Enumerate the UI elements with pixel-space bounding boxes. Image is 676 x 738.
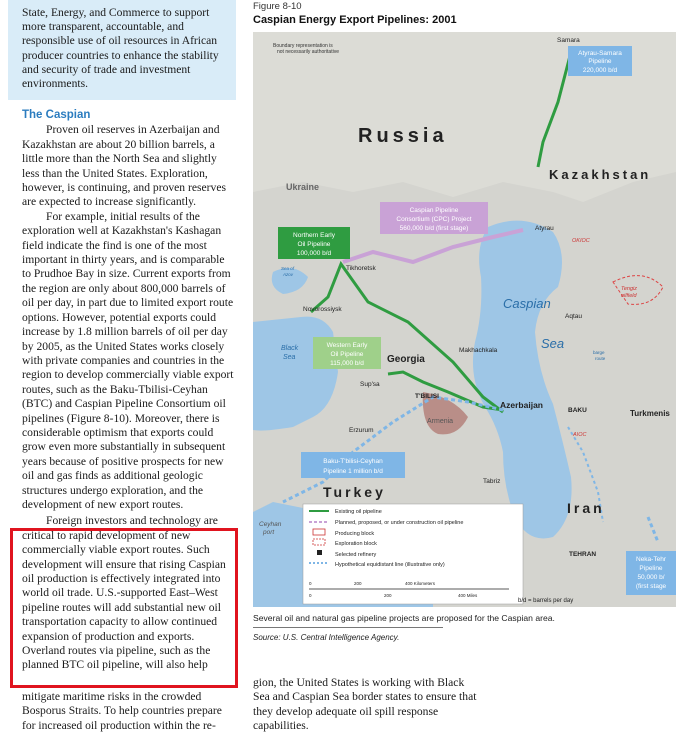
cpc-1: Caspian Pipeline <box>409 207 459 214</box>
paragraph-1: Proven oil reserves in Azerbaijan and Kazakhstan are about 20 billion barrels, a little more than the North Sea and slightly less than the United States. Exploration, however, is continuing, and proven reserves are expected to increase significantly. <box>22 123 226 209</box>
neka-tehran-4: (first stage <box>635 583 667 590</box>
field-tengiz-2: oilfield <box>621 293 637 299</box>
cpc-2: Consortium (CPC) Project <box>396 216 472 223</box>
city-ceyhan-2: port <box>263 529 275 536</box>
scale-mi-200: 200 <box>384 593 392 598</box>
country-azerbaijan: Azerbaijan <box>500 400 543 410</box>
scale-mi-400: 400 Miles <box>458 593 478 598</box>
btc-2: Pipeline 1 million b/d <box>323 468 383 475</box>
barge-route-1: barge <box>593 350 605 355</box>
neka-tehran-1: Neka-Tehr <box>636 556 666 563</box>
field-aioc: AIOC <box>573 432 587 438</box>
section-heading: The Caspian <box>22 109 91 121</box>
btc-1: Baku-T'bilisi-Ceyhan <box>323 458 383 465</box>
scale-km-0: 0 <box>309 581 312 586</box>
city-makhachkala: Makhachkala <box>459 347 498 354</box>
city-baku: BAKU <box>568 407 587 414</box>
map-legend <box>303 504 523 604</box>
northern-early-3: 100,000 b/d <box>296 250 332 257</box>
western-early-1: Western Early <box>326 342 368 349</box>
legend-1: Planned, proposed, or under construction oil pipeline <box>335 520 464 526</box>
sea-black-1: Black <box>281 345 299 352</box>
intro-box-text: State, Energy, and Commerce to support more transparent, accountable, and responsible use of oil resources in African producer countries to enhance the stability and security of trade and investment environments. <box>22 6 219 91</box>
figure-label: Figure 8-10 <box>253 1 302 12</box>
city-samara: Samara <box>557 37 580 44</box>
sea-caspian-2: Sea <box>541 336 565 351</box>
northern-early-1: Northern Early <box>293 232 335 239</box>
city-supsa: Sup'sa <box>360 381 380 388</box>
bd-note: b/d = barrels per day <box>518 598 574 604</box>
sea-black-2: Sea <box>283 354 296 361</box>
city-erzurum: Erzurum <box>349 427 374 434</box>
intro-box <box>8 0 236 100</box>
city-tehran: TEHRAN <box>569 551 597 558</box>
country-turkey: Turkey <box>323 484 386 500</box>
western-early-2: Oil Pipeline <box>330 351 364 358</box>
disclaimer-2: not necessarily authoritative <box>277 49 339 55</box>
scale-km-400: 400 Kilometers <box>405 581 436 586</box>
legend-5: Hypothetical equidistant line (illustrative only) <box>335 562 445 568</box>
label-northern-early <box>278 227 350 259</box>
field-tengiz-1: Tengiz <box>621 286 638 292</box>
legend-4: Selected refinery <box>335 552 377 558</box>
figure-caption: Several oil and natural gas pipeline projects are proposed for the Caspian area. <box>253 613 555 623</box>
disclaimer-1: Boundary representation is <box>273 43 333 49</box>
figure-title: Caspian Energy Export Pipelines: 2001 <box>253 14 457 26</box>
source-divider <box>253 627 443 628</box>
atyrau-samara-1: Atyrau-Samara <box>578 50 622 57</box>
atyrau-samara-3: 220,000 b/d <box>582 67 618 74</box>
country-russia: Russia <box>358 125 448 147</box>
legend-3: Exploration block <box>335 541 377 547</box>
barge-route-2: route <box>595 356 606 361</box>
left-column <box>22 108 236 673</box>
sea-caspian-1: Caspian <box>503 296 551 311</box>
city-aqtau: Aqtau <box>565 313 582 320</box>
scale-mi-0: 0 <box>309 593 312 598</box>
paragraph-2: For example, initial results of the exploration well at Kazakhstan's Kashagan field indicate the find is one of the most important in thirty years, and is comparable to Prudhoe Bay in size. Current exports from the region are only about 800,000 barrels of oil per day, in part due to limited export route options. However, potential exports could increase by 1.8 million barrels of oil per day by 2005, as the United States works closely with private companies and countries in the region to develop commercially viable export routes, such as the Baku-Tbilisi-Ceyhan (BTC) and Caspian Pipeline Consortium oil pipelines (Figure 8-10). Moreover, there is considerable optimism that exports could grow even more substantially in subsequent years because of positive prospects for new oil and gas finds as additional geologic structures undergo exploration, and the development of new export routes. <box>22 209 234 511</box>
caspian-pipeline-map <box>253 32 676 607</box>
figure-source: Source: U.S. Central Intelligence Agency. <box>253 633 400 642</box>
city-tabriz: Tabriz <box>483 478 501 485</box>
city-atyrau: Atyrau <box>535 225 554 232</box>
country-kazakhstan: Kazakhstan <box>549 167 652 182</box>
label-western-early <box>313 337 381 369</box>
sea-azov-1: Sea of <box>281 266 295 271</box>
neka-tehran-2: Pipeline <box>639 565 663 572</box>
atyrau-samara-2: Pipeline <box>588 58 612 65</box>
country-armenia: Armenia <box>427 418 454 425</box>
legend-0: Existing oil pipeline <box>335 509 382 515</box>
northern-early-2: Oil Pipeline <box>297 241 331 248</box>
cpc-3: 560,000 b/d (first stage) <box>399 225 469 232</box>
right-column-text: gion, the United States is working with Black Sea and Caspian Sea border states to ensure that they develop adequate oil spill response capabilities. <box>253 676 477 733</box>
legend-2: Producing block <box>335 531 375 537</box>
city-novorossiysk: Novorossiysk <box>303 306 342 313</box>
country-ukraine: Ukraine <box>286 182 320 192</box>
city-ceyhan-1: Ceyhan <box>259 521 282 528</box>
city-tikhoretsk: Tikhoretsk <box>346 265 376 272</box>
country-georgia: Georgia <box>387 354 425 365</box>
field-okioc: OKIOC <box>572 238 590 244</box>
label-btc <box>301 452 405 478</box>
paragraph-3-continued: mitigate maritime risks in the crowded Bosporus Straits. To help countries prepare for increased oil production within the re- <box>22 690 222 732</box>
scale-km-200: 200 <box>354 581 362 586</box>
sea-azov-2: Azov <box>283 272 294 277</box>
western-early-3: 115,000 b/d <box>330 360 364 367</box>
country-iran: Iran <box>567 500 605 516</box>
paragraph-3: Foreign investors and technology are critical to rapid development of new commercially viable export routes. Such development will ensure that rising Caspian oil production is effectively integrated into world oil trade. U.S.-supported East–West pipeline routes will add substantial new oil transportation capacity to allow continued expansion of production and exports. Overland routes via pipeline, such as the planned BTC oil pipeline, will also help <box>22 514 226 672</box>
city-tbilisi: T'BILISI <box>415 393 439 400</box>
label-cpc <box>380 202 488 234</box>
neka-tehran-3: 50,000 b/ <box>637 574 665 581</box>
country-turkmenistan: Turkmenis <box>630 409 670 418</box>
label-neka-tehran <box>626 551 676 595</box>
label-atyrau-samara <box>568 46 632 76</box>
